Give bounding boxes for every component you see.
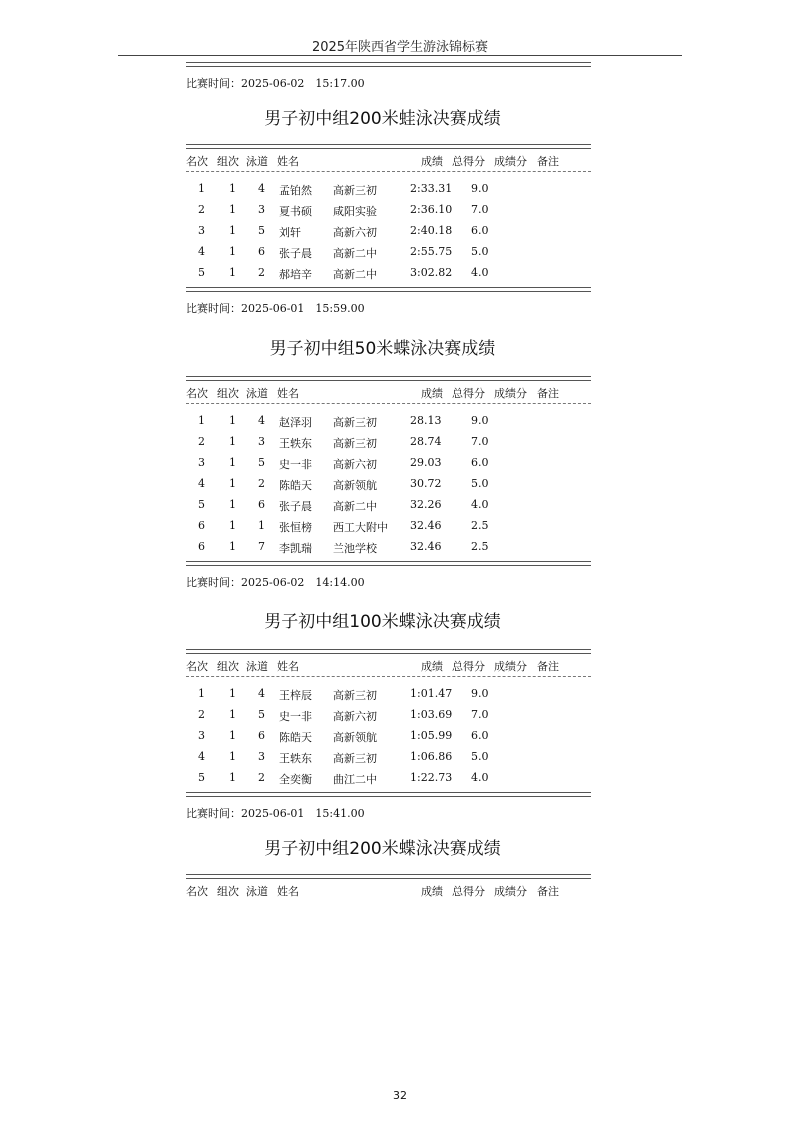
team-cell: 高新领航 [333, 731, 377, 744]
table-row [186, 203, 591, 224]
team-cell: 高新三初 [333, 437, 377, 450]
result-cell: 1:03.69 [410, 708, 453, 721]
col-lane-header: 泳道 [246, 885, 268, 898]
col-name-header: 姓名 [277, 387, 299, 400]
group-cell: 1 [229, 224, 236, 237]
rank-cell: 5 [198, 771, 205, 784]
name-cell: 王轶东 [279, 752, 312, 765]
result-cell: 1:05.99 [410, 729, 453, 742]
lane-cell: 4 [258, 414, 265, 427]
col-result-header: 成绩 [421, 885, 443, 898]
group-cell: 1 [229, 771, 236, 784]
rank-cell: 3 [198, 729, 205, 742]
col-note-header: 备注 [537, 885, 559, 898]
result-cell: 30.72 [410, 477, 442, 490]
lane-cell: 5 [258, 224, 265, 237]
result-cell: 1:06.86 [410, 750, 453, 763]
result-rows [186, 414, 591, 561]
points-cell: 4.0 [471, 498, 489, 511]
col-lane-header: 泳道 [246, 660, 268, 673]
lane-cell: 4 [258, 182, 265, 195]
event-time: 比赛时间：2025-06-01 15:41.00 [186, 807, 365, 820]
col-group-header: 组次 [217, 660, 239, 673]
name-cell: 孟铂然 [279, 184, 312, 197]
col-rank-header: 名次 [186, 660, 208, 673]
col-group-header: 组次 [217, 387, 239, 400]
table-row [186, 224, 591, 245]
group-cell: 1 [229, 477, 236, 490]
table-row [186, 729, 591, 750]
document-header-title: 2025年陕西省学生游泳锦标赛 [311, 40, 489, 55]
event-list [186, 108, 591, 901]
lane-cell: 3 [258, 750, 265, 763]
points-cell: 6.0 [471, 729, 489, 742]
event-title: 男子初中组200米蛙泳决赛成绩 [264, 109, 501, 129]
rank-cell: 2 [198, 435, 205, 448]
points-cell: 7.0 [471, 435, 489, 448]
double-rule [186, 144, 591, 149]
col-group-header: 组次 [217, 155, 239, 168]
group-cell: 1 [229, 687, 236, 700]
name-cell: 史一非 [279, 710, 312, 723]
name-cell: 全奕衡 [279, 773, 312, 786]
table-row [186, 540, 591, 561]
result-cell: 28.13 [410, 414, 442, 427]
lane-cell: 5 [258, 456, 265, 469]
table-row [186, 456, 591, 477]
name-cell: 张子晨 [279, 500, 312, 513]
table-row [186, 266, 591, 287]
result-rows [186, 687, 591, 792]
col-score-header: 成绩分 [494, 660, 527, 673]
rank-cell: 3 [198, 456, 205, 469]
team-cell: 高新三初 [333, 752, 377, 765]
table-row [186, 477, 591, 498]
col-points-header: 总得分 [452, 387, 485, 400]
result-rows [186, 182, 591, 287]
points-cell: 4.0 [471, 771, 489, 784]
group-cell: 1 [229, 435, 236, 448]
column-header-row [186, 883, 591, 901]
points-cell: 7.0 [471, 708, 489, 721]
group-cell: 1 [229, 729, 236, 742]
team-cell: 曲江二中 [333, 773, 377, 786]
points-cell: 9.0 [471, 182, 489, 195]
name-cell: 赵泽羽 [279, 416, 312, 429]
table-row [186, 182, 591, 203]
lane-cell: 2 [258, 771, 265, 784]
rank-cell: 4 [198, 750, 205, 763]
team-cell: 高新领航 [333, 479, 377, 492]
lane-cell: 2 [258, 477, 265, 490]
event-section [186, 108, 591, 316]
name-cell: 李凯瑞 [279, 542, 312, 555]
lane-cell: 6 [258, 245, 265, 258]
rank-cell: 5 [198, 498, 205, 511]
name-cell: 张恒榜 [279, 521, 312, 534]
name-cell: 陈皓天 [279, 479, 312, 492]
col-result-header: 成绩 [421, 387, 443, 400]
group-cell: 1 [229, 456, 236, 469]
page-number: 32 [393, 1089, 407, 1102]
points-cell: 2.5 [471, 540, 489, 553]
rank-cell: 2 [198, 203, 205, 216]
table-row [186, 708, 591, 729]
result-cell: 32.46 [410, 540, 442, 553]
event-section [186, 611, 591, 821]
dashed-rule [186, 403, 591, 404]
col-note-header: 备注 [537, 660, 559, 673]
name-cell: 刘轩 [279, 226, 301, 239]
col-name-header: 姓名 [277, 155, 299, 168]
result-cell: 1:01.47 [410, 687, 453, 700]
team-cell: 咸阳实验 [333, 205, 377, 218]
points-cell: 4.0 [471, 266, 489, 279]
result-cell: 2:36.10 [410, 203, 453, 216]
name-cell: 王轶东 [279, 437, 312, 450]
rank-cell: 5 [198, 266, 205, 279]
col-lane-header: 泳道 [246, 155, 268, 168]
col-note-header: 备注 [537, 155, 559, 168]
table-row [186, 435, 591, 456]
team-cell: 高新六初 [333, 458, 377, 471]
header-rule [118, 55, 682, 56]
group-cell: 1 [229, 540, 236, 553]
team-cell: 高新六初 [333, 710, 377, 723]
result-cell: 29.03 [410, 456, 442, 469]
event-title: 男子初中组50米蝶泳决赛成绩 [269, 339, 496, 359]
group-cell: 1 [229, 708, 236, 721]
points-cell: 9.0 [471, 414, 489, 427]
lane-cell: 4 [258, 687, 265, 700]
event-section [186, 338, 591, 590]
double-rule [186, 287, 591, 292]
col-name-header: 姓名 [277, 660, 299, 673]
name-cell: 郝培辛 [279, 268, 312, 281]
group-cell: 1 [229, 750, 236, 763]
table-row [186, 498, 591, 519]
col-rank-header: 名次 [186, 885, 208, 898]
rank-cell: 1 [198, 414, 205, 427]
name-cell: 史一非 [279, 458, 312, 471]
lane-cell: 1 [258, 519, 265, 532]
team-cell: 高新三初 [333, 689, 377, 702]
event-title: 男子初中组100米蝶泳决赛成绩 [264, 612, 501, 632]
team-cell: 高新三初 [333, 184, 377, 197]
double-rule [186, 649, 591, 654]
group-cell: 1 [229, 245, 236, 258]
team-cell: 高新三初 [333, 416, 377, 429]
col-score-header: 成绩分 [494, 155, 527, 168]
rank-cell: 3 [198, 224, 205, 237]
rank-cell: 6 [198, 519, 205, 532]
event-time: 比赛时间：2025-06-02 14:14.00 [186, 576, 365, 589]
lane-cell: 3 [258, 435, 265, 448]
event-time: 比赛时间：2025-06-02 15:17.00 [186, 77, 365, 90]
col-rank-header: 名次 [186, 387, 208, 400]
dashed-rule [186, 676, 591, 677]
points-cell: 5.0 [471, 245, 489, 258]
col-name-header: 姓名 [277, 885, 299, 898]
col-points-header: 总得分 [452, 660, 485, 673]
name-cell: 张子晨 [279, 247, 312, 260]
lane-cell: 7 [258, 540, 265, 553]
table-row [186, 414, 591, 435]
points-cell: 5.0 [471, 750, 489, 763]
lane-cell: 3 [258, 203, 265, 216]
result-cell: 2:55.75 [410, 245, 453, 258]
col-group-header: 组次 [217, 885, 239, 898]
points-cell: 6.0 [471, 224, 489, 237]
column-header-row [186, 385, 591, 403]
event-title: 男子初中组200米蝶泳决赛成绩 [264, 839, 501, 859]
points-cell: 6.0 [471, 456, 489, 469]
rank-cell: 4 [198, 477, 205, 490]
lane-cell: 5 [258, 708, 265, 721]
col-points-header: 总得分 [452, 155, 485, 168]
result-cell: 32.46 [410, 519, 442, 532]
result-cell: 32.26 [410, 498, 442, 511]
group-cell: 1 [229, 498, 236, 511]
results-content [186, 62, 591, 901]
double-rule [186, 62, 591, 67]
name-cell: 夏书硕 [279, 205, 312, 218]
team-cell: 兰池学校 [333, 542, 377, 555]
col-score-header: 成绩分 [494, 387, 527, 400]
result-cell: 28.74 [410, 435, 442, 448]
team-cell: 高新二中 [333, 268, 377, 281]
double-rule [186, 376, 591, 381]
col-result-header: 成绩 [421, 155, 443, 168]
rank-cell: 4 [198, 245, 205, 258]
lane-cell: 6 [258, 729, 265, 742]
event-section [186, 838, 591, 901]
points-cell: 7.0 [471, 203, 489, 216]
result-cell: 1:22.73 [410, 771, 453, 784]
col-score-header: 成绩分 [494, 885, 527, 898]
double-rule [186, 792, 591, 797]
result-cell: 3:02.82 [410, 266, 453, 279]
double-rule [186, 561, 591, 566]
table-row [186, 519, 591, 540]
points-cell: 5.0 [471, 477, 489, 490]
event-time: 比赛时间：2025-06-01 15:59.00 [186, 302, 365, 315]
team-cell: 西工大附中 [333, 521, 388, 534]
col-note-header: 备注 [537, 387, 559, 400]
result-cell: 2:33.31 [410, 182, 453, 195]
group-cell: 1 [229, 182, 236, 195]
team-cell: 高新六初 [333, 226, 377, 239]
table-row [186, 771, 591, 792]
group-cell: 1 [229, 266, 236, 279]
column-header-row [186, 153, 591, 171]
lane-cell: 6 [258, 498, 265, 511]
rank-cell: 6 [198, 540, 205, 553]
name-cell: 王梓辰 [279, 689, 312, 702]
group-cell: 1 [229, 203, 236, 216]
table-row [186, 245, 591, 266]
result-cell: 2:40.18 [410, 224, 453, 237]
col-points-header: 总得分 [452, 885, 485, 898]
column-header-row [186, 658, 591, 676]
col-result-header: 成绩 [421, 660, 443, 673]
rank-cell: 1 [198, 687, 205, 700]
table-row [186, 750, 591, 771]
team-cell: 高新二中 [333, 500, 377, 513]
group-cell: 1 [229, 519, 236, 532]
double-rule [186, 874, 591, 879]
dashed-rule [186, 171, 591, 172]
name-cell: 陈皓天 [279, 731, 312, 744]
col-lane-header: 泳道 [246, 387, 268, 400]
team-cell: 高新二中 [333, 247, 377, 260]
rank-cell: 2 [198, 708, 205, 721]
group-cell: 1 [229, 414, 236, 427]
rank-cell: 1 [198, 182, 205, 195]
points-cell: 2.5 [471, 519, 489, 532]
points-cell: 9.0 [471, 687, 489, 700]
table-row [186, 687, 591, 708]
lane-cell: 2 [258, 266, 265, 279]
col-rank-header: 名次 [186, 155, 208, 168]
